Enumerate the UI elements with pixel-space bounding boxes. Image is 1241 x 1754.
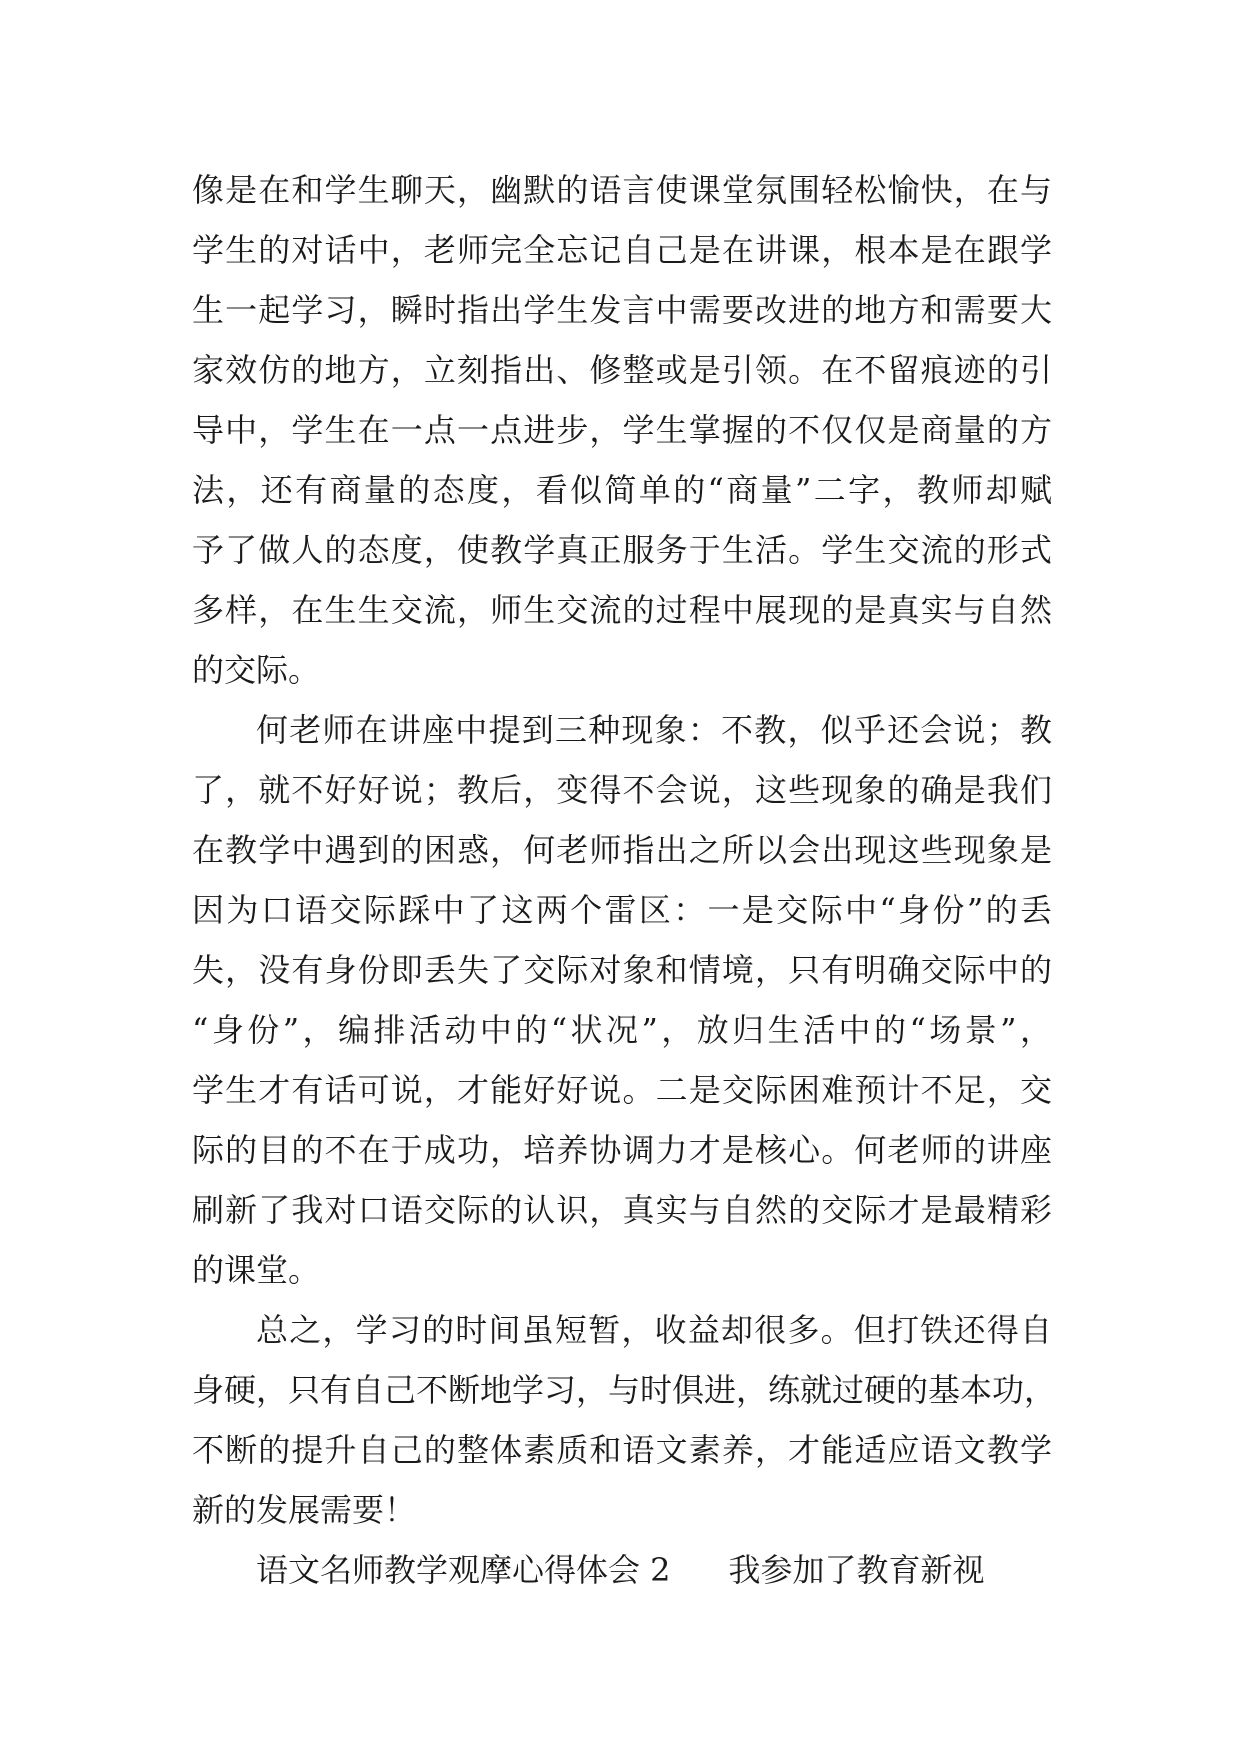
text-line: 法，还有商量的态度，看似简单的“商量”二字，教师却赋 bbox=[192, 471, 1052, 509]
text-line: 多样，在生生交流，师生交流的过程中展现的是真实与自然 bbox=[192, 591, 1052, 629]
text-line: 导中，学生在一点一点进步，学生掌握的不仅仅是商量的方 bbox=[192, 411, 1052, 449]
document-body bbox=[192, 160, 1057, 1600]
text-line: 家效仿的地方，立刻指出、修整或是引领。在不留痕迹的引 bbox=[192, 351, 1052, 389]
text-line: 际的目的不在于成功，培养协调力才是核心。何老师的讲座 bbox=[192, 1131, 1052, 1169]
next-section-start: 我参加了教育新视 bbox=[728, 1551, 985, 1589]
text-line: 在教学中遇到的困惑，何老师指出之所以会出现这些现象是 bbox=[192, 831, 1052, 869]
text-line: 的课堂。 bbox=[192, 1251, 321, 1289]
text-line: 新的发展需要！ bbox=[192, 1491, 417, 1529]
text-line: 像是在和学生聊天，幽默的语言使课堂氛围轻松愉快，在与 bbox=[192, 171, 1052, 209]
text-line: 的交际。 bbox=[192, 651, 321, 689]
text-line: 生一起学习，瞬时指出学生发言中需要改进的地方和需要大 bbox=[192, 291, 1052, 329]
section-heading-line bbox=[192, 1540, 1052, 1600]
text-line: 不断的提升自己的整体素质和语文素养，才能适应语文教学 bbox=[192, 1431, 1052, 1469]
text-line: 予了做人的态度，使教学真正服务于生活。学生交流的形式 bbox=[192, 531, 1052, 569]
text-line: 了，就不好好说；教后，变得不会说，这些现象的确是我们 bbox=[192, 771, 1052, 809]
paragraph-3 bbox=[192, 1300, 1057, 1540]
text-line: 总之，学习的时间虽短暂，收益却很多。但打铁还得自 bbox=[256, 1311, 1052, 1349]
section-heading: 语文名师教学观摩心得体会 2 bbox=[256, 1551, 671, 1589]
text-line: “身份”，编排活动中的“状况”，放归生活中的“场景”， bbox=[192, 1011, 1052, 1049]
text-line: 刷新了我对口语交际的认识，真实与自然的交际才是最精彩 bbox=[192, 1191, 1052, 1229]
paragraph-1 bbox=[192, 160, 1052, 700]
text-line: 因为口语交际踩中了这两个雷区：一是交际中“身份”的丢 bbox=[192, 891, 1052, 929]
text-line: 何老师在讲座中提到三种现象：不教，似乎还会说；教 bbox=[256, 711, 1052, 749]
text-line: 学生才有话可说，才能好好说。二是交际困难预计不足，交 bbox=[192, 1071, 1052, 1109]
text-line: 失，没有身份即丢失了交际对象和情境，只有明确交际中的 bbox=[192, 951, 1052, 989]
text-line: 身硬，只有自己不断地学习，与时俱进，练就过硬的基本功， bbox=[192, 1371, 1057, 1409]
text-line: 学生的对话中，老师完全忘记自己是在讲课，根本是在跟学 bbox=[192, 231, 1052, 269]
paragraph-2 bbox=[192, 700, 1052, 1300]
